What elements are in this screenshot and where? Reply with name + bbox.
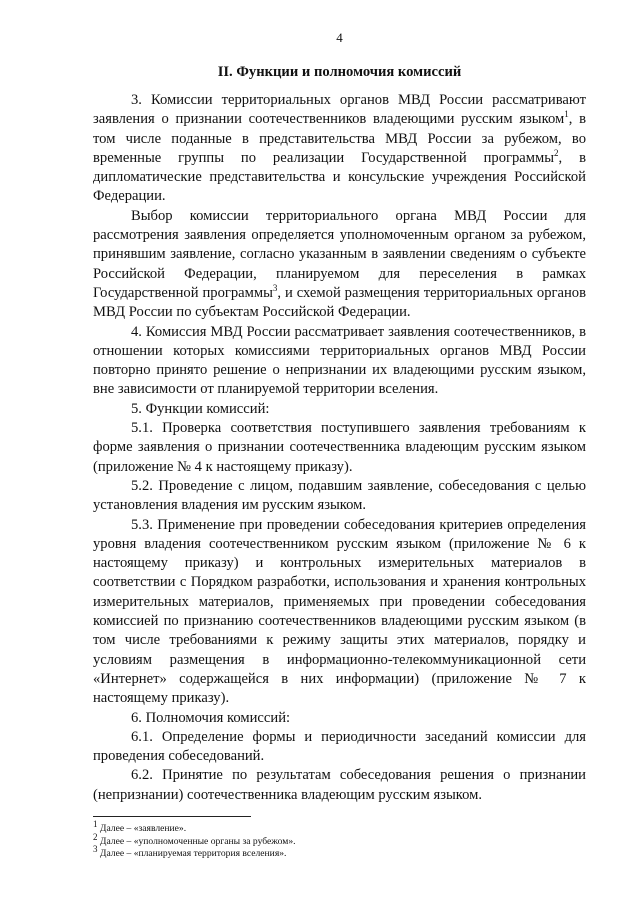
paragraph-5-2: 5.2. Проведение с лицом, подавшим заявление, собеседования с целью установления владения им русским языком.	[93, 477, 586, 514]
paragraph-3-commission-choice: Выбор комиссии территориального органа МВД России для рассмотрения заявления определяется уполномоченным органом за рубежом, принявшим заявление, согласно указанным в заявлении сведениям о субъекте Российской Федерации, планируемом для переселения в рамках Государственной программы$^3$, и схемой размещения территориальных органов МВД России по субъектам Российской Федерации.	[93, 207, 586, 321]
paragraph-5-3: 5.3. Применение при проведении собеседования критериев определения уровня владения соотечественником русским языком (приложение № 6 к настоящему приказу) и контрольных измерительных материалов в соответствии с Порядком разработки, использования и хранения контрольных измерительных материалов, применяемых при проведении собеседования комиссией по признанию соотечественников владеющими русским языком (в том числе требованиями к режиму защиты этих материалов, порядку и условиям размещения в информационно-телекоммуникационной сети «Интернет» содержащейся в них информации) (приложение № 7 к настоящему приказу).	[93, 516, 586, 707]
page-number: 4	[336, 30, 343, 45]
paragraph-4: 4. Комиссия МВД России рассматривает заявления соотечественников, в отношении которых комиссиями территориальных органов МВД России повторно принято решение о непризнании их владеющими русским языком, вне зависимости от планируемой территории вселения.	[93, 323, 586, 398]
paragraph-5-1: 5.1. Проверка соответствия поступившего заявления требованиям к форме заявления о признании соотечественника владеющим русским языком (приложение № 4 к настоящему приказу).	[93, 420, 586, 475]
footnote-2: $^2$ Далее – «уполномоченные органы за рубежом».	[93, 831, 296, 847]
footnote-ref-3: 3	[272, 283, 278, 294]
paragraph-6-1: 6.1. Определение формы и периодичности заседаний комиссии для проведения собеседований.	[93, 728, 586, 765]
paragraph-6-2: 6.2. Принятие по результатам собеседования решения о признании (непризнании) соотечественника владеющим русским языком.	[93, 767, 586, 803]
footnote-ref-2: 2	[554, 148, 559, 159]
footnote-divider	[93, 816, 251, 817]
footnote-3: $^3$ Далее – «планируемая территория вселения».	[93, 843, 287, 859]
footnote-ref-1: 1	[564, 109, 569, 120]
paragraph-3: 3. Комиссии территориальных органов МВД России рассматривают заявления о признании соотечественников владеющими русским языком$^1$, в том числе поданные в представительства МВД России за рубежом, во временные группы по реализации Государственной программы$^2$, в дипломатические представительства и консульские учреждения Российской Федерации.	[93, 92, 586, 205]
paragraph-5: 5. Функции комиссий:	[131, 400, 270, 417]
footnote-1: $^1$ Далее – «заявление».	[93, 818, 187, 834]
body-text	[93, 91, 586, 805]
paragraph-6: 6. Полномочия комиссий:	[131, 709, 291, 726]
section-heading: II. Функции и полномочия комиссий	[217, 64, 462, 80]
footnotes	[93, 816, 586, 861]
